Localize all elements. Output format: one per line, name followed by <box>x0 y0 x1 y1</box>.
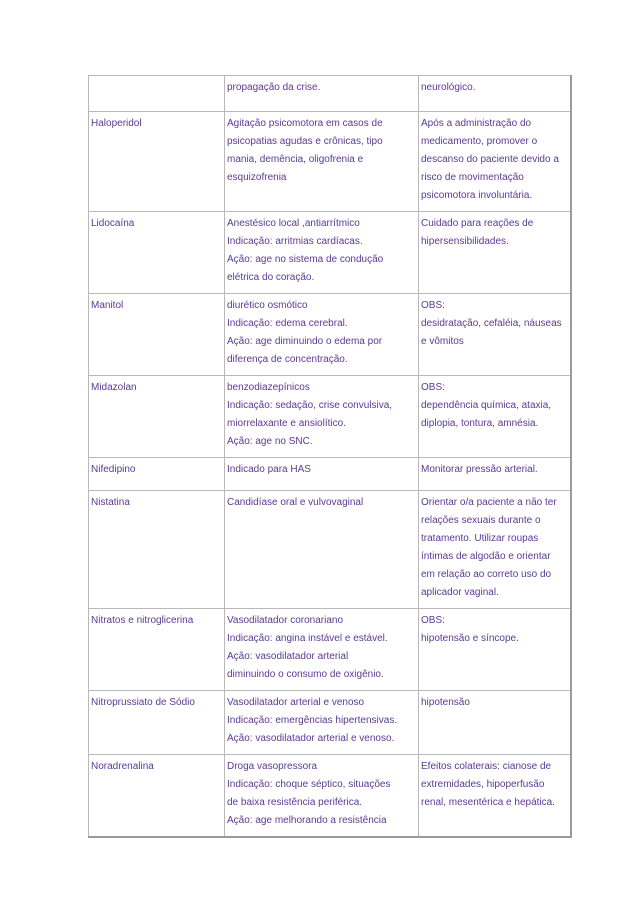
table-row <box>89 294 571 376</box>
description-cell: Vasodilatador arterial e venoso Indicação: emergências hipertensivas. Ação: vasodilatador arterial e venoso. <box>225 691 419 755</box>
care-notes-cell: OBS: dependência química, ataxia, diplopia, tontura, amnésia. <box>419 376 571 458</box>
drug-name-cell: Nitroprussiato de Sódio <box>89 691 225 755</box>
table-row <box>89 609 571 691</box>
care-notes-cell: OBS: hipotensão e síncope. <box>419 609 571 691</box>
table-row <box>89 76 571 112</box>
table-row <box>89 376 571 458</box>
drug-name-cell: Midazolan <box>89 376 225 458</box>
description-cell: benzodiazepínicos Indicação: sedação, crise convulsiva, miorrelaxante e ansiolítico. Ação: age no SNC. <box>225 376 419 458</box>
drug-name-cell: Haloperidol <box>89 112 225 212</box>
description-cell: Candidíase oral e vulvovaginal <box>225 491 419 609</box>
table-row <box>89 212 571 294</box>
description-cell: Agitação psicomotora em casos de psicopatias agudas e crônicas, tipo mania, demência, oligofrenia e esquizofrenia <box>225 112 419 212</box>
drug-name-cell <box>89 76 225 112</box>
table-row <box>89 755 571 838</box>
table-row <box>89 112 571 212</box>
table-row <box>89 491 571 609</box>
drug-name-cell: Lidocaína <box>89 212 225 294</box>
drug-name-cell: Noradrenalina <box>89 755 225 838</box>
care-notes-cell: Efeitos colaterais: cianose de extremidades, hipoperfusão renal, mesentérica e hepática. <box>419 755 571 838</box>
description-cell: diurético osmótico Indicação: edema cerebral. Ação: age diminuindo o edema por diferença de concentração. <box>225 294 419 376</box>
drug-name-cell: Manitol <box>89 294 225 376</box>
drug-name-cell: Nifedipino <box>89 458 225 491</box>
description-cell: Vasodilatador coronariano Indicação: angina instável e estável. Ação: vasodilatador arterial diminuindo o consumo de oxigênio. <box>225 609 419 691</box>
description-cell: Droga vasopressora Indicação: choque séptico, situações de baixa resistência periférica. Ação: age melhorando a resistência <box>225 755 419 838</box>
care-notes-cell: OBS: desidratação, cefaléia, náuseas e vômitos <box>419 294 571 376</box>
description-cell: propagação da crise. <box>225 76 419 112</box>
table-row <box>89 458 571 491</box>
description-cell: Indicado para HAS <box>225 458 419 491</box>
care-notes-cell: Monitorar pressão arterial. <box>419 458 571 491</box>
drug-name-cell: Nitratos e nitroglicerina <box>89 609 225 691</box>
care-notes-cell: Cuidado para reações de hipersensibilidades. <box>419 212 571 294</box>
care-notes-cell: Após a administração do medicamento, promover o descanso do paciente devido a risco de movimentação psicomotora involuntária. <box>419 112 571 212</box>
drug-name-cell: Nistatina <box>89 491 225 609</box>
description-cell: Anestésico local ,antiarrítmico Indicação: arritmias cardíacas. Ação: age no sistema de condução elétrica do coração. <box>225 212 419 294</box>
medication-table <box>88 75 572 838</box>
care-notes-cell: hipotensão <box>419 691 571 755</box>
table-row <box>89 691 571 755</box>
care-notes-cell: neurológico. <box>419 76 571 112</box>
care-notes-cell: Orientar o/a paciente a não ter relações sexuais durante o tratamento. Utilizar roupas íntimas de algodão e orientar em relação ao correto uso do aplicador vaginal. <box>419 491 571 609</box>
